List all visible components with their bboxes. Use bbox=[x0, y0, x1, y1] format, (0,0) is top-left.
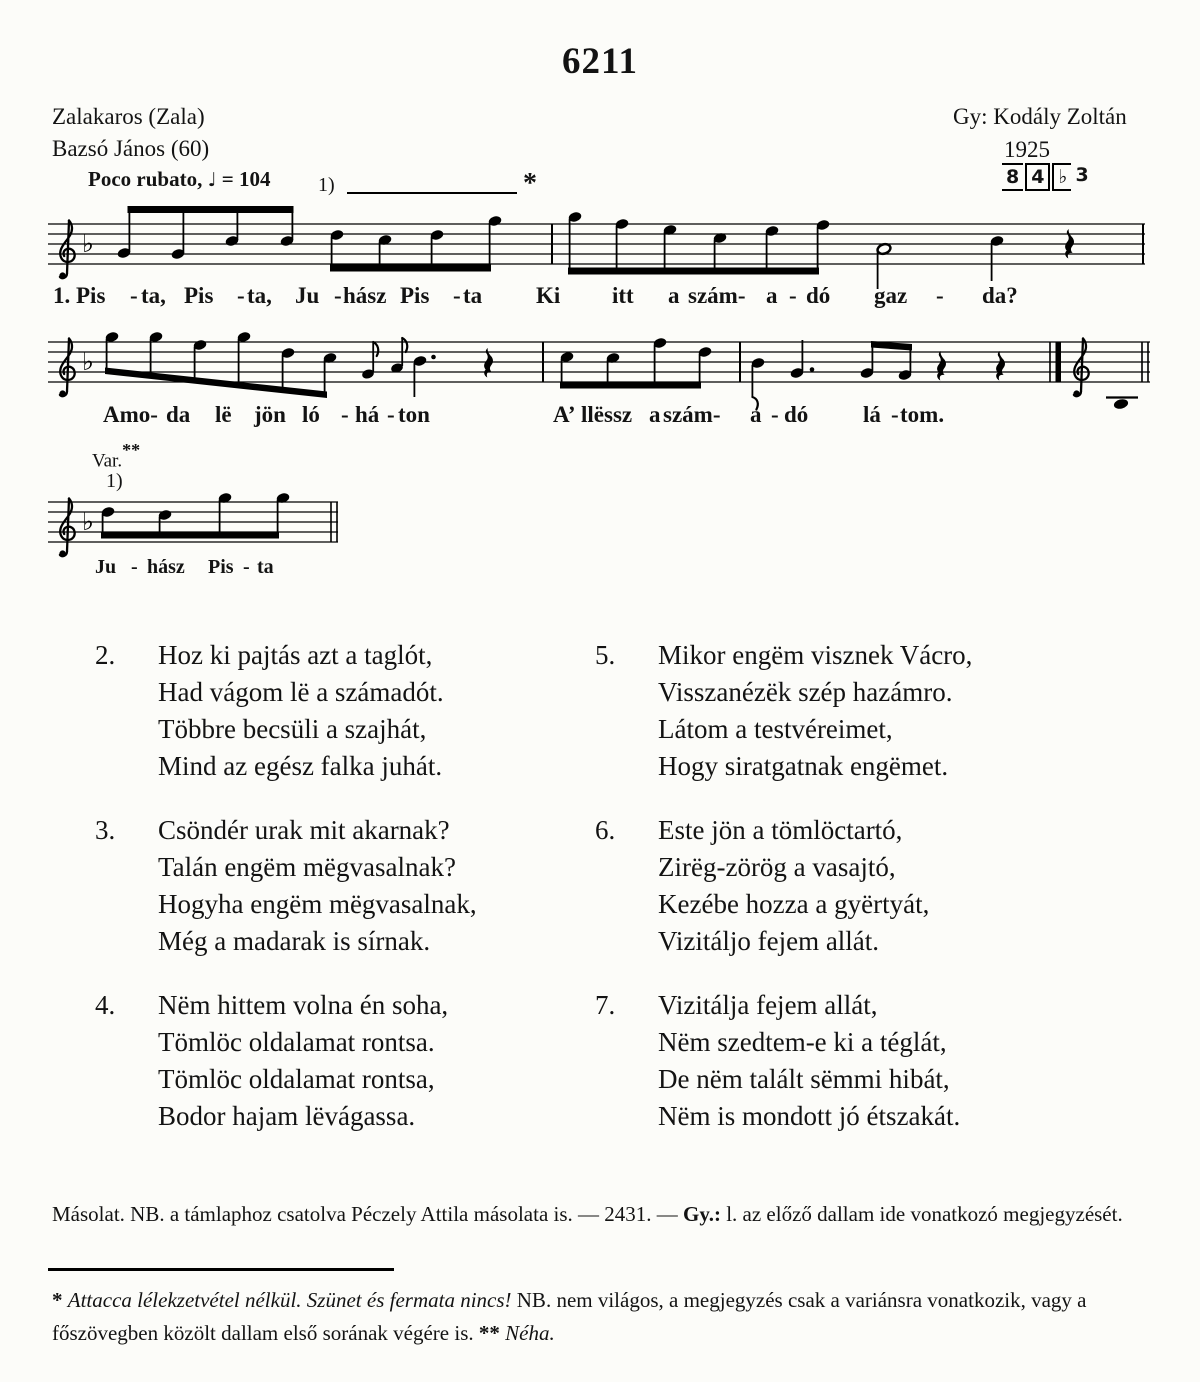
dotted-quarter-note bbox=[413, 355, 436, 397]
lyric-syllable: a bbox=[766, 283, 778, 308]
cadence-main: 4 bbox=[1025, 163, 1050, 191]
source-note-text-2: l. az előző dallam ide vonatkozó megjegyzését. bbox=[720, 1202, 1123, 1226]
verse-line: Zirëg-zörög a vasajtó, bbox=[658, 852, 896, 882]
verse-5 bbox=[595, 637, 1115, 785]
verse-line: Visszanézëk szép hazámro. bbox=[658, 677, 953, 707]
verse-line: Este jön a tömlöctartó, bbox=[658, 815, 903, 845]
flagged-eighths bbox=[361, 338, 407, 380]
lyric-syllable: - bbox=[936, 283, 944, 308]
verse-number: 2. bbox=[95, 640, 116, 670]
verse-line: Mind az egész falka juhát. bbox=[158, 751, 443, 781]
verse-line: Nëm is mondott jó étszakát. bbox=[658, 1101, 961, 1131]
annotation-1: 1) bbox=[318, 174, 335, 196]
lyric-syllable: - bbox=[453, 283, 461, 308]
lyric-syllable: szám- bbox=[688, 283, 746, 308]
lyric-syllable: jön bbox=[254, 402, 286, 427]
lyrics-line-1 bbox=[0, 283, 1200, 313]
lyric-syllable: ta bbox=[463, 283, 483, 308]
footnote-italic-2: Néha. bbox=[505, 1321, 555, 1345]
verse-line: Látom a testvéreimet, bbox=[658, 714, 893, 744]
verse-line: Vizitáljo fejem allát. bbox=[658, 926, 880, 956]
verse-6 bbox=[595, 812, 1115, 960]
lyric-syllable: ta bbox=[257, 556, 274, 578]
source-note-text: Másolat. NB. a támlaphoz csatolva Péczely Attila másolata is. — 2431. — bbox=[52, 1202, 684, 1226]
key-flat-sign: ♭ bbox=[82, 507, 94, 536]
lyric-syllable: Amo- bbox=[103, 402, 158, 427]
lyric-syllable: hász bbox=[343, 283, 387, 308]
lyric-syllable: ton bbox=[398, 402, 430, 427]
lyric-syllable: da bbox=[166, 402, 191, 427]
beamed-group bbox=[105, 331, 338, 398]
verse-line: Bodor hajam lëvágassa. bbox=[158, 1101, 416, 1131]
verse-line: Hogyha engëm mëgvasalnak, bbox=[158, 889, 477, 919]
lyric-syllable: - bbox=[131, 556, 138, 578]
quarter-note-icon: ♩ bbox=[207, 169, 217, 191]
verses-right-column bbox=[595, 637, 1115, 1162]
lyric-syllable: - bbox=[237, 283, 245, 308]
footnote-star: * bbox=[52, 1288, 68, 1312]
verse-line: Nëm szedtem-e ki a téglát, bbox=[658, 1027, 947, 1057]
beamed-group bbox=[568, 211, 831, 275]
annotation-extent-line bbox=[347, 192, 517, 194]
lyric-syllable: a bbox=[750, 402, 762, 427]
verse-line: Csöndér urak mit akarnak? bbox=[158, 815, 450, 845]
beamed-group bbox=[860, 341, 913, 381]
verse-line: Nëm hittem volna én soha, bbox=[158, 990, 449, 1020]
lyric-syllable: Ju bbox=[95, 556, 117, 578]
verse-2 bbox=[95, 637, 565, 785]
cadence-first: 8 bbox=[1002, 163, 1023, 191]
tempo-text: Poco rubato, bbox=[88, 167, 208, 191]
source-note bbox=[52, 1198, 1172, 1231]
verse-line: Többre becsüli a szajhát, bbox=[158, 714, 427, 744]
footnote-roman: NB. nem világos, a megjegyzés csak a variánsra vonatkozik, vagy a főszövegben közölt dallam első sorának végére is. bbox=[52, 1288, 1087, 1345]
variant-label bbox=[92, 440, 141, 472]
lyric-syllable: ló bbox=[302, 402, 320, 427]
song-number: 6211 bbox=[562, 41, 638, 82]
verse-line: Talán engëm mëgvasalnak? bbox=[158, 852, 456, 882]
lyric-syllable: 1. Pis bbox=[53, 283, 106, 308]
variant-annotation: 1) bbox=[106, 470, 123, 492]
quarter-rest bbox=[996, 351, 1005, 381]
staff-2 bbox=[48, 331, 1150, 410]
verse-line: Vizitálja fejem allát, bbox=[658, 990, 878, 1020]
verse-line: Még a madarak is sírnak. bbox=[158, 926, 431, 956]
verse-number: 4. bbox=[95, 990, 116, 1020]
footnote-rule bbox=[48, 1268, 394, 1271]
verse-3 bbox=[95, 812, 565, 960]
verse-line: De nëm talált sëmmi hibát, bbox=[658, 1064, 950, 1094]
source-note-gy: Gy.: bbox=[683, 1202, 721, 1226]
verse-number: 7. bbox=[595, 990, 616, 1020]
key-flat-sign: ♭ bbox=[82, 347, 94, 376]
cadence-formula bbox=[1002, 163, 1093, 191]
tempo-marking bbox=[88, 167, 271, 192]
variant-lyrics bbox=[0, 556, 1200, 586]
cadence-third: 3 bbox=[1075, 164, 1089, 186]
lyric-syllable: llëssz bbox=[581, 402, 633, 427]
verse-4 bbox=[95, 987, 565, 1135]
lyric-syllable: da? bbox=[982, 283, 1018, 308]
verse-7 bbox=[595, 987, 1115, 1135]
lyric-syllable: szám- bbox=[663, 402, 721, 427]
footnote-double-star: ** bbox=[478, 1321, 506, 1345]
lyric-syllable: dó bbox=[784, 402, 809, 427]
quarter-rest bbox=[937, 351, 946, 381]
lyric-syllable: - bbox=[243, 556, 250, 578]
lyric-syllable: - bbox=[891, 402, 899, 427]
lyric-syllable: itt bbox=[612, 283, 634, 308]
lyric-syllable: lë bbox=[215, 402, 232, 427]
lyrics-line-2 bbox=[0, 402, 1200, 432]
tempo-bpm: = 104 bbox=[216, 167, 271, 191]
lyric-syllable: Ki bbox=[536, 283, 561, 308]
cadence-flat-icon: ♭ bbox=[1052, 163, 1071, 191]
staff-1 bbox=[48, 206, 1145, 289]
verse-line: Mikor engëm visznek Vácro, bbox=[658, 640, 973, 670]
verse-line: Hoz ki pajtás azt a taglót, bbox=[158, 640, 433, 670]
variant-label-text: Var. bbox=[92, 450, 123, 472]
variant-stars: ** bbox=[122, 440, 141, 460]
beamed-group bbox=[330, 215, 503, 272]
collection-year: 1925 bbox=[1004, 137, 1050, 162]
verse-line: Hogy siratgatnak engëmet. bbox=[658, 751, 949, 781]
lyric-syllable: hász bbox=[147, 556, 185, 578]
verse-number: 5. bbox=[595, 640, 616, 670]
footnote bbox=[52, 1284, 1172, 1350]
verse-number: 6. bbox=[595, 815, 616, 845]
lyric-syllable: ta, bbox=[141, 283, 166, 308]
lyric-syllable: Pis bbox=[208, 556, 234, 578]
lyric-syllable: dó bbox=[806, 283, 831, 308]
lyric-syllable: ta, bbox=[247, 283, 272, 308]
verse-line: Kezébe hozza a gyërtyát, bbox=[658, 889, 930, 919]
lyric-syllable: - bbox=[789, 283, 797, 308]
asterisk-mark: * bbox=[523, 168, 537, 199]
lyric-syllable: há bbox=[355, 402, 380, 427]
lyric-syllable: lá bbox=[863, 402, 881, 427]
lyric-syllable: - bbox=[341, 402, 349, 427]
verse-line: Tömlöc oldalamat rontsa, bbox=[158, 1064, 435, 1094]
lyric-syllable: A’ bbox=[553, 402, 576, 427]
lyric-syllable: - bbox=[387, 402, 395, 427]
key-flat-sign: ♭ bbox=[82, 229, 94, 258]
dotted-quarter-note bbox=[790, 340, 815, 379]
location: Zalakaros (Zala) bbox=[52, 104, 205, 129]
lyric-syllable: tom. bbox=[900, 402, 945, 427]
beamed-group bbox=[117, 206, 295, 260]
footnote-italic-1: Attacca lélekzetvétel nélkül. Szünet és fermata nincs! bbox=[67, 1288, 512, 1312]
lyric-syllable: - bbox=[334, 283, 342, 308]
collector: Gy: Kodály Zoltán bbox=[953, 104, 1127, 129]
verses-left-column bbox=[95, 637, 565, 1162]
staff-3-variant bbox=[48, 492, 338, 557]
verse-line: Tömlöc oldalamat rontsa. bbox=[158, 1027, 435, 1057]
lyric-syllable: - bbox=[771, 402, 779, 427]
lyric-syllable: gaz bbox=[874, 283, 908, 308]
lyric-syllable: Pis bbox=[400, 283, 430, 308]
lyric-syllable: a bbox=[649, 402, 661, 427]
lyric-syllable: a bbox=[668, 283, 680, 308]
quarter-note bbox=[990, 235, 1005, 281]
lyric-syllable: - bbox=[130, 283, 138, 308]
lyric-syllable: Ju bbox=[295, 283, 320, 308]
lyric-syllable: Pis bbox=[184, 283, 214, 308]
verse-line: Had vágom lë a számadót. bbox=[158, 677, 444, 707]
informant: Bazsó János (60) bbox=[52, 136, 210, 161]
verse-number: 3. bbox=[95, 815, 116, 845]
